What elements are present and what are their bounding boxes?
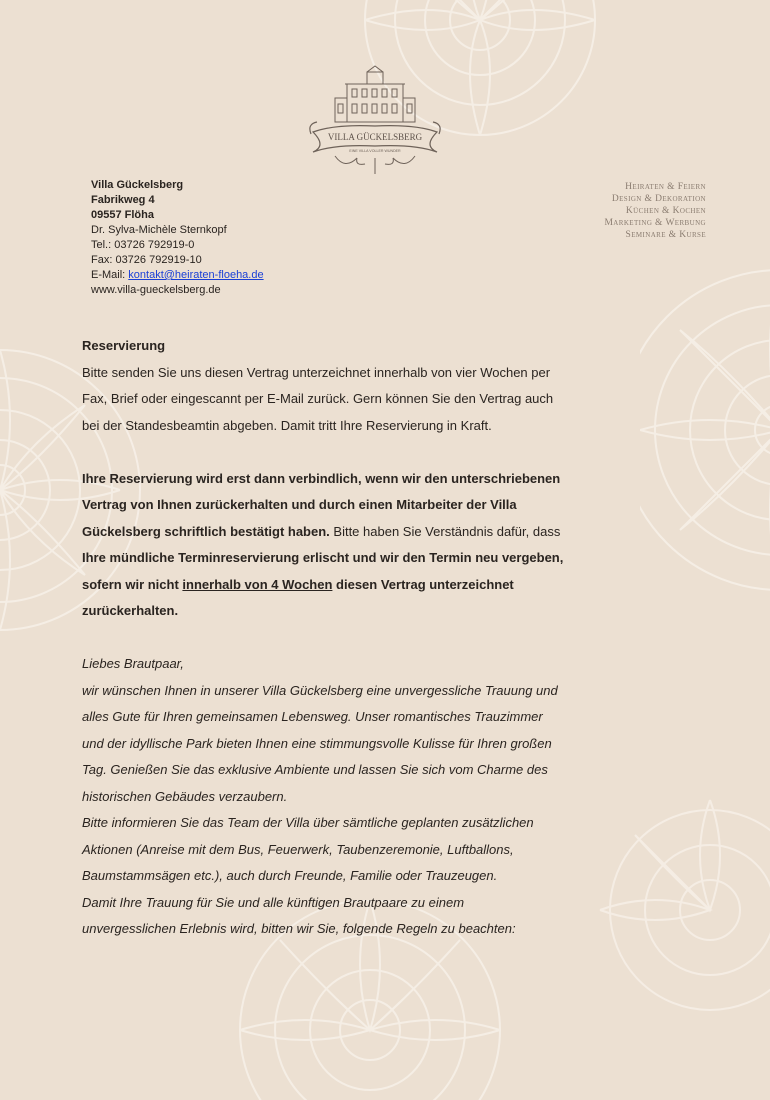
letter-line: unvergesslichen Erlebnis wird, bitten wir Sie, folgende Regeln zu beachten: bbox=[82, 921, 516, 936]
city: 09557 Flöha bbox=[91, 209, 154, 221]
letter-line: und der idyllische Park bieten Ihnen eine stimmungsvolle Kulisse für Ihren großen bbox=[82, 735, 552, 751]
notice-normal: Bitte haben Sie Verständnis dafür, dass bbox=[329, 523, 561, 539]
company-name: Villa Gückelsberg bbox=[91, 179, 184, 191]
address-block bbox=[91, 178, 264, 298]
intro-line: bei der Standesbeamtin abgeben. Damit tritt Ihre Reservierung in Kraft. bbox=[82, 417, 492, 433]
notice-line bbox=[82, 572, 602, 599]
services-list bbox=[604, 181, 706, 241]
intro-line: Fax, Brief oder eingescannt per E-Mail zurück. Gern können Sie den Vertrag auch bbox=[82, 391, 554, 406]
notice-bold: Gückelsberg schriftlich bestätigt haben. bbox=[82, 523, 330, 539]
notice-line: Ihre Reservierung wird erst dann verbindlich, wenn wir den unterschriebenen bbox=[82, 470, 561, 486]
letter-line: Bitte informieren Sie das Team der Villa über sämtliche geplanten zusätzlichen bbox=[82, 815, 534, 830]
notice-post: diesen Vertrag unterzeichnet bbox=[332, 576, 514, 592]
letter-line: alles Gute für Ihren gemeinsamen Lebensweg. Unser romantisches Trauzimmer bbox=[82, 709, 543, 724]
document-body bbox=[82, 333, 602, 943]
lace-ornament-right bbox=[640, 240, 770, 620]
intro-line: Bitte senden Sie uns diesen Vertrag unterzeichnet innerhalb von vier Wochen per bbox=[82, 364, 551, 380]
letter-line: Damit Ihre Trauung für Sie und alle künftigen Brautpaare zu einem bbox=[82, 894, 465, 910]
fax: Fax: 03726 792919-10 bbox=[91, 254, 202, 266]
logo-tagline: EINE VILLA VOLLER WUNDER bbox=[349, 149, 401, 153]
letter-line: historischen Gebäudes verzaubern. bbox=[82, 788, 288, 804]
email-link[interactable]: kontakt@heiraten-floeha.de bbox=[128, 269, 264, 281]
notice-line bbox=[82, 519, 602, 546]
notice-line: Vertrag von Ihnen zurückerhalten und durch einen Mitarbeiter der Villa bbox=[82, 497, 517, 512]
logo-wordmark: VILLA GÜCKELSBERG bbox=[327, 132, 423, 142]
letter-line: Tag. Genießen Sie das exklusive Ambiente und lassen Sie sich vom Charme des bbox=[82, 762, 548, 777]
notice-deadline: innerhalb von 4 Wochen bbox=[182, 576, 333, 592]
notice-pre: sofern wir nicht bbox=[82, 576, 183, 592]
email-label: E-Mail: bbox=[91, 269, 129, 281]
service-item: Marketing & Werbung bbox=[604, 218, 706, 228]
service-item: Küchen & Kochen bbox=[625, 206, 706, 216]
service-item: Seminare & Kurse bbox=[625, 230, 706, 240]
website: www.villa-gueckelsberg.de bbox=[91, 284, 221, 296]
letter-line: Baumstammsägen etc.), auch durch Freunde, Familie oder Trauzeugen. bbox=[82, 868, 498, 883]
service-item: Design & Dekoration bbox=[611, 194, 706, 204]
section-heading: Reservierung bbox=[82, 338, 166, 353]
villa-logo bbox=[305, 62, 445, 180]
email-line bbox=[91, 268, 264, 283]
letter-greeting: Liebes Brautpaar, bbox=[82, 656, 184, 671]
villa-building-emblem bbox=[305, 62, 445, 180]
contact-person: Dr. Sylva-Michèle Sternkopf bbox=[91, 224, 227, 236]
letter-line: Aktionen (Anreise mit dem Bus, Feuerwerk, Taubenzeremonie, Luftballons, bbox=[82, 841, 514, 857]
letter-line: wir wünschen Ihnen in unserer Villa Gückelsberg eine unvergessliche Trauung und bbox=[82, 682, 558, 698]
phone: Tel.: 03726 792919-0 bbox=[91, 239, 195, 251]
service-item: Heiraten & Feiern bbox=[625, 182, 706, 192]
notice-line: Ihre mündliche Terminreservierung erlischt und wir den Termin neu vergeben, bbox=[82, 550, 564, 565]
street: Fabrikweg 4 bbox=[91, 194, 155, 206]
notice-line: zurückerhalten. bbox=[82, 603, 179, 618]
